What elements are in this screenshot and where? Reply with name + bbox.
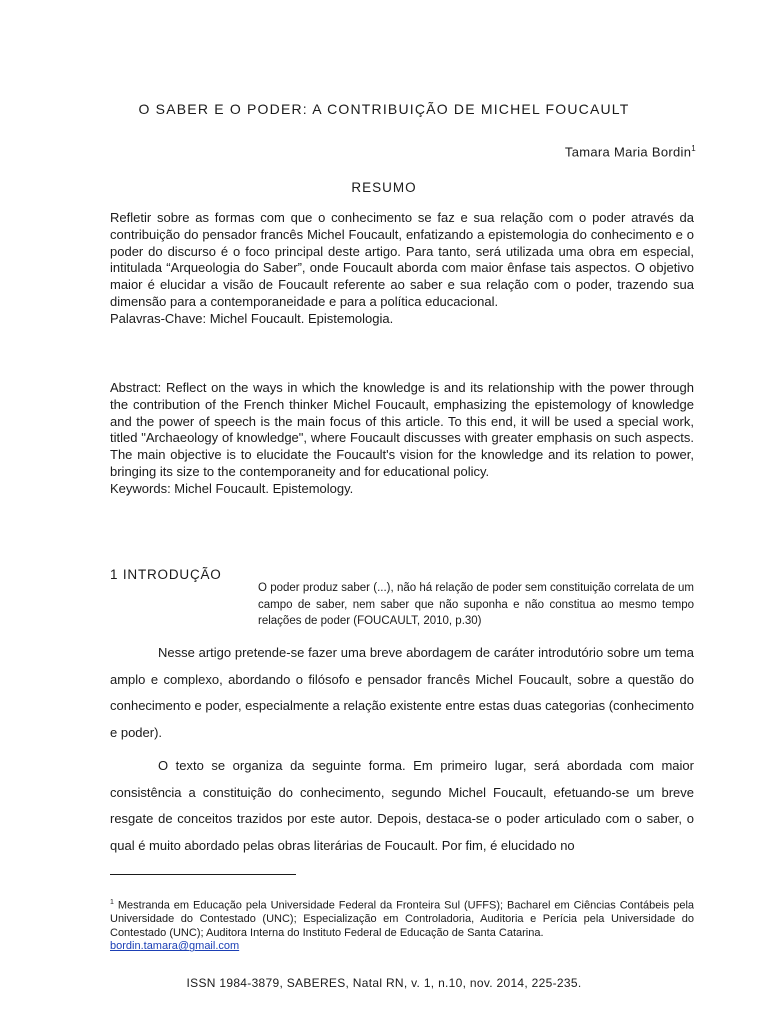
footnote-separator — [110, 874, 296, 875]
abstract-text: Abstract: Reflect on the ways in which the knowledge is and its relationship with the power through the contribution of the French thinker Michel Foucault, emphasizing the epistemology of knowledge and the power of speech is the main focus of this article. To this end, it will be used a special work, titled "Archaeology of knowledge", where Foucault discusses with greater emphasis on such aspects. The main objective is to elucidate the Foucault's vision for the knowledge and its relation to power, bringing its size to the contemporaneity and for educational policy. — [110, 380, 694, 479]
footnote-reference: 1 — [691, 144, 696, 153]
journal-footer: ISSN 1984-3879, SABERES, Natal RN, v. 1, n.10, nov. 2014, 225-235. — [186, 976, 582, 990]
abstract-section — [110, 380, 694, 498]
paragraph-text: O texto se organiza da seguinte forma. Em primeiro lugar, será abordada com maior consistência a constituição do conhecimento, segundo Michel Foucault, efetuando-se um breve resgate de conceitos trazidos por este autor. Depois, destaca-se o poder articulado com o saber, o qual é muito abordado pelas obras literárias de Foucault. Por fim, é elucidado no — [110, 758, 694, 853]
footnote-text: Mestranda em Educação pela Universidade Federal da Fronteira Sul (UFFS); Bacharel em Ciências Contábeis pela Universidade do Contestado (UNC); Especialização em Controladoria, Auditoria e Perícia pela Universidade do Contestado (UNC); Auditora Interna do Instituto Federal de Educação de Santa Catarina. — [110, 899, 695, 939]
epigraph-quote: O poder produz saber (...), não há relação de poder sem constituição correlata de um campo de saber, nem saber que não suponha e não constitua ao mesmo tempo relações de poder (FOUCAULT, 2010, p.30) — [258, 582, 694, 627]
resumo-section — [110, 210, 694, 328]
footnote — [110, 896, 694, 954]
paragraph-text: Nesse artigo pretende-se fazer uma breve abordagem de caráter introdutório sobre um tema amplo e complexo, abordando o filósofo e pensador francês Michel Foucault, sobre a questão do conhecimento e poder, especialmente a relação existente entre estas duas categorias (conhecimento e poder). — [110, 645, 694, 740]
resumo-keywords: Palavras-Chave: Michel Foucault. Epistemologia. — [110, 310, 394, 326]
body-paragraph-1 — [110, 640, 694, 746]
resumo-heading: RESUMO — [351, 180, 417, 195]
body-paragraph-2 — [110, 753, 694, 859]
author-line — [565, 144, 696, 159]
resumo-text: Refletir sobre as formas com que o conhecimento se faz e sua relação com o poder através da contribuição do pensador francês Michel Foucault, enfatizando a epistemologia do conhecimento e o poder do discurso é o foco principal deste artigo. Para tanto, será utilizada uma obra em especial, intitulada “Arqueologia do Saber”, onde Foucault aborda com maior ênfase tais aspectos. O objetivo maior é elucidar a visão de Foucault referente ao saber e sua relação com o poder, trazendo sua dimensão para a contemporaneidade e para a política educacional. — [110, 210, 694, 309]
author-name: Tamara Maria Bordin — [564, 144, 692, 160]
abstract-keywords: Keywords: Michel Foucault. Epistemology. — [110, 480, 354, 496]
author-email-link[interactable]: bordin.tamara@gmail.com — [110, 940, 240, 953]
introduction-heading: 1 INTRODUÇÃO — [110, 567, 222, 582]
footnote-mark: 1 — [110, 899, 114, 906]
article-title: O SABER E O PODER: A CONTRIBUIÇÃO DE MICHEL FOUCAULT — [138, 101, 630, 117]
